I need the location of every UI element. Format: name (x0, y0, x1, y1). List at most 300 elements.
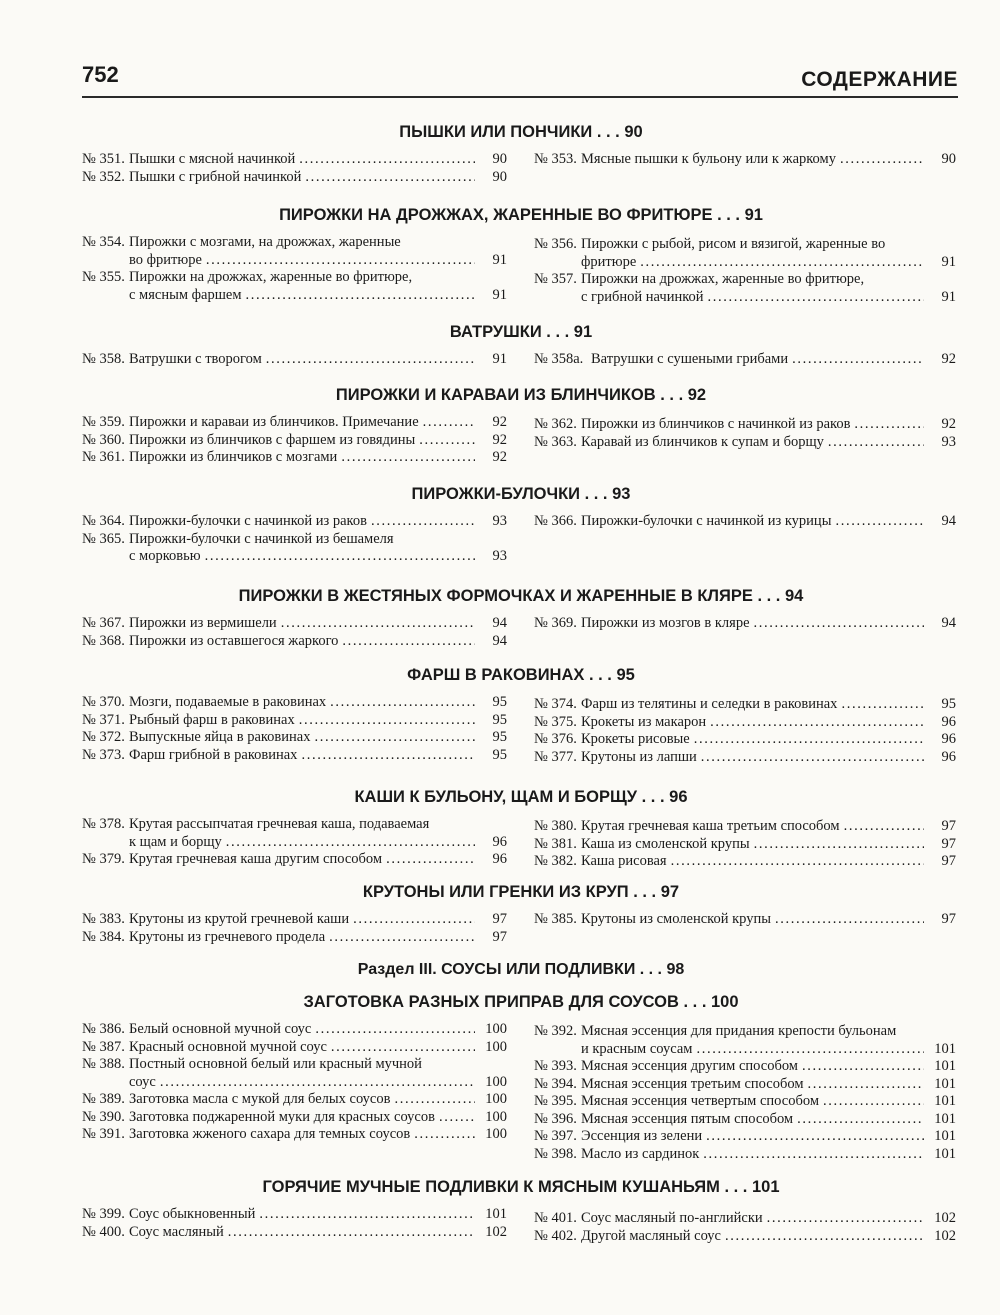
dot-leader (701, 749, 924, 767)
right-column (534, 696, 956, 766)
toc-entry (534, 749, 956, 767)
page-ref: 101 (934, 1075, 956, 1092)
toc-entry (82, 1021, 507, 1039)
recipe-title: Каша рисовая (581, 853, 667, 869)
recipe-number: № 381. (534, 835, 577, 852)
page-ref: 92 (492, 414, 507, 430)
toc-entry (82, 1224, 507, 1242)
recipe-title: Масло из сардинок (581, 1145, 700, 1162)
dot-leader (266, 351, 475, 369)
recipe-title-line: Пирожки с рыбой, рисом и вязигой, жаренные во (581, 236, 886, 252)
page-ref: 90 (941, 151, 956, 167)
recipe-title: Крокеты из макарон (581, 713, 707, 730)
right-column (534, 818, 956, 871)
recipe-number: № 380. (534, 818, 577, 834)
page-ref: 94 (492, 632, 507, 649)
right-column (534, 151, 956, 169)
recipe-number: № 385. (534, 911, 577, 927)
dot-leader (329, 929, 475, 947)
section-heading: КРУТОНЫ ИЛИ ГРЕНКИ ИЗ КРУП . . . 97 (362, 883, 680, 901)
recipe-number: № 379. (82, 851, 125, 867)
recipe-number: № 366. (534, 513, 577, 529)
dot-leader (840, 151, 924, 169)
dot-leader (342, 633, 475, 651)
dot-leader (160, 1074, 475, 1092)
page-ref: 97 (941, 818, 956, 834)
section-heading: ВАТРУШКИ . . . 91 (449, 323, 593, 341)
toc-entry (82, 929, 507, 947)
dot-leader (671, 853, 924, 871)
recipe-title-line: Крутая рассыпчатая гречневая каша, подаваемая (129, 816, 430, 832)
left-column (82, 234, 507, 304)
dot-leader (703, 1146, 924, 1164)
dot-leader (394, 1091, 475, 1109)
right-column (534, 1023, 956, 1163)
dot-leader (754, 615, 925, 633)
recipe-title: Выпускные яйца в раковинах (129, 729, 311, 745)
dot-leader (725, 1228, 924, 1246)
section-heading: ФАРШ В РАКОВИНАХ . . . 95 (407, 666, 635, 684)
page-header (82, 58, 958, 98)
dot-leader (331, 1039, 475, 1057)
section-heading: КАШИ К БУЛЬОНУ, ЩАМ И БОРЩУ . . . 96 (354, 788, 688, 806)
toc-entry (82, 269, 507, 304)
recipe-title-line: Мясная эссенция для придания крепости бульонам (581, 1023, 897, 1039)
dot-leader (708, 289, 924, 307)
recipe-title: Крокеты рисовые (581, 731, 690, 747)
toc-entry (534, 1111, 956, 1129)
recipe-number: № 377. (534, 748, 577, 765)
page-ref: 97 (941, 835, 956, 852)
toc-entry (534, 151, 956, 169)
toc-entry (82, 351, 507, 369)
recipe-number: № 376. (534, 731, 577, 747)
page-ref: 97 (492, 928, 507, 945)
recipe-title: Красный основной мучной соус (129, 1038, 327, 1055)
dot-leader (797, 1111, 924, 1129)
recipe-number: № 392. (534, 1023, 577, 1039)
page-ref: 92 (492, 449, 507, 465)
toc-entry (82, 1109, 507, 1127)
recipe-number: № 375. (534, 713, 577, 730)
toc-entry (82, 432, 507, 450)
recipe-title: Крутоны из крутой гречневой каши (129, 911, 350, 927)
dot-leader (299, 712, 475, 730)
dot-leader (823, 1093, 924, 1111)
dot-leader (694, 731, 924, 749)
right-column (534, 351, 956, 369)
page-ref: 100 (485, 1021, 507, 1037)
recipe-number: № 367. (82, 615, 125, 631)
page-ref: 91 (941, 253, 956, 270)
recipe-number: № 374. (534, 696, 577, 712)
dot-leader (206, 252, 475, 270)
toc-entry (82, 1091, 507, 1109)
dot-leader (835, 513, 924, 531)
recipe-number: № 364. (82, 513, 125, 529)
toc-entry (534, 731, 956, 749)
recipe-title: Белый основной мучной соус (129, 1021, 312, 1037)
dot-leader (281, 615, 475, 633)
page-ref: 100 (485, 1038, 507, 1055)
recipe-title: Заготовка масла с мукой для белых соусов (129, 1091, 391, 1107)
recipe-title: Соус обыкновенный (129, 1206, 256, 1222)
recipe-number: № 371. (82, 711, 125, 728)
dot-leader (841, 696, 924, 714)
recipe-number: № 351. (82, 151, 125, 167)
recipe-number: № 353. (534, 151, 577, 167)
toc-entry (82, 1206, 507, 1224)
page-ref: 101 (934, 1058, 956, 1074)
recipe-number: № 396. (534, 1110, 577, 1127)
page-ref: 97 (492, 911, 507, 927)
page-ref: 95 (492, 711, 507, 728)
recipe-title: и красным соусам (581, 1040, 693, 1057)
toc-entry (534, 853, 956, 871)
dot-leader (341, 449, 475, 467)
recipe-title: Ватрушки с творогом (129, 351, 262, 367)
page-ref: 93 (941, 433, 956, 450)
left-column (82, 694, 507, 764)
page-ref: 101 (934, 1145, 956, 1162)
section-heading: ПИРОЖКИ И КАРАВАИ ИЗ БЛИНЧИКОВ . . . 92 (335, 386, 707, 404)
dot-leader (205, 548, 475, 566)
right-column (534, 911, 956, 929)
dot-leader (330, 694, 475, 712)
page-ref: 93 (492, 548, 507, 564)
page-ref: 101 (934, 1040, 956, 1057)
recipe-number: № 369. (534, 615, 577, 631)
left-column (82, 816, 507, 869)
recipe-number: № 400. (82, 1223, 125, 1240)
recipe-title: Соус масляный по-английски (581, 1210, 763, 1226)
dot-leader (640, 254, 924, 272)
recipe-title: Мясная эссенция третьим способом (581, 1075, 804, 1092)
recipe-number: № 359. (82, 414, 125, 430)
recipe-title: Другой масляный соус (581, 1227, 721, 1244)
page-ref: 96 (941, 713, 956, 730)
recipe-number: № 387. (82, 1038, 125, 1055)
toc-entry (82, 729, 507, 747)
toc-entry (534, 1093, 956, 1111)
dot-leader (854, 416, 924, 434)
recipe-title: Каравай из блинчиков к супам и борщу (581, 433, 824, 450)
recipe-title: Пышки с грибной начинкой (129, 168, 302, 185)
toc-entry (82, 747, 507, 765)
recipe-number: № 390. (82, 1108, 125, 1125)
recipe-title-line: Пирожки-булочки с начинкой из бешамеля (129, 530, 394, 547)
toc-entry (82, 1126, 507, 1144)
recipe-number: № 391. (82, 1126, 125, 1142)
dot-leader (792, 351, 924, 369)
page-ref: 100 (485, 1091, 507, 1107)
recipe-number: № 358а. (534, 351, 584, 367)
page-ref: 94 (492, 615, 507, 631)
dot-leader (386, 851, 475, 869)
toc-entry (82, 911, 507, 929)
toc-entry (82, 633, 507, 651)
recipe-title: Каша из смоленской крупы (581, 835, 750, 852)
toc-entry (82, 1039, 507, 1057)
page-ref: 101 (485, 1206, 507, 1222)
recipe-title: Крутая гречневая каша третьим способом (581, 818, 840, 834)
dot-leader (414, 1126, 475, 1144)
recipe-number: № 362. (534, 416, 577, 432)
left-column (82, 911, 507, 946)
toc-entry (534, 696, 956, 714)
toc-entry (82, 615, 507, 633)
right-column (534, 1210, 956, 1245)
recipe-number: № 402. (534, 1227, 577, 1244)
page-ref: 95 (492, 694, 507, 710)
dot-leader (228, 1224, 475, 1242)
left-column (82, 151, 507, 186)
recipe-number: № 361. (82, 449, 125, 465)
recipe-title-line: Пирожки с мозгами, на дрожжах, жаренные (129, 234, 401, 250)
page-ref: 91 (492, 251, 507, 268)
page-ref: 100 (485, 1073, 507, 1090)
recipe-number: № 401. (534, 1210, 577, 1226)
recipe-number: № 398. (534, 1145, 577, 1162)
left-column (82, 414, 507, 467)
toc-entry (82, 414, 507, 432)
recipe-number: № 373. (82, 746, 125, 763)
page-ref: 102 (934, 1210, 956, 1226)
recipe-number: № 384. (82, 928, 125, 945)
right-column (534, 416, 956, 451)
recipe-number: № 394. (534, 1075, 577, 1092)
recipe-title: Заготовка жженого сахара для темных соусов (129, 1126, 411, 1142)
recipe-title: Рыбный фарш в раковинах (129, 711, 295, 728)
page-ref: 96 (492, 833, 507, 850)
dot-leader (802, 1058, 924, 1076)
dot-leader (828, 434, 924, 452)
dot-leader (353, 911, 475, 929)
toc-entry (534, 1210, 956, 1228)
page-ref: 95 (492, 729, 507, 745)
recipe-number: № 393. (534, 1058, 577, 1074)
dot-leader (439, 1109, 475, 1127)
dot-leader (315, 1021, 475, 1039)
recipe-title: с морковью (129, 548, 201, 564)
page-ref: 92 (941, 416, 956, 432)
recipe-title: во фритюре (129, 251, 202, 268)
dot-leader (246, 287, 475, 305)
toc-entry (534, 271, 956, 306)
right-column (534, 513, 956, 531)
recipe-number: № 382. (534, 853, 577, 869)
recipe-title: Мясная эссенция пятым способом (581, 1110, 794, 1127)
toc-entry (534, 1128, 956, 1146)
recipe-title: Крутоны из смоленской крупы (581, 911, 771, 927)
page-ref: 93 (492, 513, 507, 529)
right-column (534, 236, 956, 306)
toc-entry (534, 351, 956, 369)
recipe-title: Мясные пышки к бульону или к жаркому (581, 151, 836, 167)
toc-entry (534, 236, 956, 271)
page-ref: 96 (941, 731, 956, 747)
recipe-number: № 360. (82, 431, 125, 448)
section-heading: ГОРЯЧИЕ МУЧНЫЕ ПОДЛИВКИ К МЯСНЫМ КУШАНЬЯМ . . . 101 (262, 1178, 780, 1196)
recipe-title: Мясная эссенция другим способом (581, 1058, 798, 1074)
dot-leader (419, 432, 475, 450)
toc-entry (82, 151, 507, 169)
page-ref: 102 (485, 1223, 507, 1240)
dot-leader (710, 714, 924, 732)
page-ref: 91 (941, 288, 956, 305)
recipe-title: Пирожки-булочки с начинкой из раков (129, 513, 367, 529)
toc-entry (82, 712, 507, 730)
recipe-number: № 372. (82, 729, 125, 745)
section-heading: ПИРОЖКИ-БУЛОЧКИ . . . 93 (411, 485, 631, 503)
page-ref: 96 (941, 748, 956, 765)
recipe-number: № 383. (82, 911, 125, 927)
recipe-title: Пирожки-булочки с начинкой из курицы (581, 513, 832, 529)
recipe-title: соус (129, 1073, 156, 1090)
toc-entry (534, 1058, 956, 1076)
recipe-number: № 354. (82, 234, 125, 250)
page-ref: 91 (492, 351, 507, 367)
left-column (82, 615, 507, 650)
toc-entry (82, 169, 507, 187)
left-column (82, 1206, 507, 1241)
page-ref: 91 (492, 286, 507, 303)
dot-leader (754, 836, 924, 854)
section-heading: ПИРОЖКИ В ЖЕСТЯНЫХ ФОРМОЧКАХ И ЖАРЕННЫЕ В КЛЯРЕ . . . 94 (238, 587, 804, 605)
page-ref: 96 (492, 851, 507, 867)
section-heading: ПИРОЖКИ НА ДРОЖЖАХ, ЖАРЕННЫЕ ВО ФРИТЮРЕ . . . 91 (279, 206, 763, 224)
recipe-title: Фарш из телятины и селедки в раковинах (581, 696, 838, 712)
recipe-title: к щам и борщу (129, 833, 222, 850)
recipe-title: Фарш грибной в раковинах (129, 746, 298, 763)
recipe-title-line: Пирожки на дрожжах, жаренные во фритюре, (129, 269, 413, 285)
recipe-title: с грибной начинкой (581, 288, 704, 305)
page-ref: 100 (485, 1126, 507, 1142)
recipe-title: Крутоны из лапши (581, 748, 697, 765)
toc-entry (534, 911, 956, 929)
recipe-title: Крутоны из гречневого продела (129, 928, 326, 945)
toc-entry (82, 816, 507, 851)
toc-entry (82, 513, 507, 531)
recipe-number: № 368. (82, 632, 125, 649)
dot-leader (844, 818, 924, 836)
recipe-number: № 399. (82, 1206, 125, 1222)
toc-entry (82, 449, 507, 467)
toc-entry (534, 434, 956, 452)
recipe-title: Ватрушки с сушеными грибами (591, 351, 789, 367)
recipe-title: Заготовка поджаренной муки для красных соусов (129, 1108, 435, 1125)
recipe-number: № 357. (534, 271, 577, 287)
page-number: 752 (82, 62, 119, 87)
recipe-title: Пирожки из оставшегося жаркого (129, 632, 339, 649)
page-ref: 102 (934, 1227, 956, 1244)
left-column (82, 513, 507, 566)
dot-leader (314, 729, 475, 747)
toc-entry (534, 1076, 956, 1094)
toc-entry (534, 1023, 956, 1058)
dot-leader (371, 513, 475, 531)
recipe-number: № 370. (82, 694, 125, 710)
recipe-title: с мясным фаршем (129, 286, 242, 303)
page-ref: 90 (492, 151, 507, 167)
dot-leader (259, 1206, 475, 1224)
dot-leader (775, 911, 924, 929)
part-heading: Раздел III. СОУСЫ ИЛИ ПОДЛИВКИ . . . 98 (357, 961, 685, 978)
dot-leader (423, 414, 475, 432)
toc-entry (534, 714, 956, 732)
recipe-number: № 386. (82, 1021, 125, 1037)
page-ref: 95 (492, 746, 507, 763)
recipe-title: Пирожки из блинчиков с мозгами (129, 449, 338, 465)
toc-entry (534, 416, 956, 434)
toc-entry (534, 513, 956, 531)
dot-leader (299, 151, 475, 169)
toc-entry (534, 836, 956, 854)
page-ref: 90 (492, 168, 507, 185)
toc-entry (534, 1228, 956, 1246)
section-heading: ПЫШКИ ИЛИ ПОНЧИКИ . . . 90 (399, 123, 643, 141)
recipe-title-line: Постный основной белый или красный мучной (129, 1056, 422, 1072)
page-ref: 92 (941, 351, 956, 367)
page-ref: 101 (934, 1110, 956, 1127)
toc-entry (82, 694, 507, 712)
recipe-number: № 356. (534, 236, 577, 252)
section-heading: ЗАГОТОВКА РАЗНЫХ ПРИПРАВ ДЛЯ СОУСОВ . . . 100 (303, 993, 739, 1011)
recipe-title-line: Пирожки на дрожжах, жаренные во фритюре, (581, 271, 865, 287)
toc-entry (82, 234, 507, 269)
recipe-number: № 395. (534, 1093, 577, 1109)
page-ref: 97 (941, 853, 956, 869)
page-ref: 97 (941, 911, 956, 927)
recipe-title: Соус масляный (129, 1223, 224, 1240)
recipe-title: Пирожки из блинчиков с фаршем из говядины (129, 431, 416, 448)
page-ref: 95 (941, 696, 956, 712)
toc-entry (82, 851, 507, 869)
toc-entry (534, 1146, 956, 1164)
recipe-number: № 378. (82, 816, 125, 832)
recipe-title: Пышки с мясной начинкой (129, 151, 296, 167)
recipe-title: фритюре (581, 253, 637, 270)
running-head: СОДЕРЖАНИЕ (801, 68, 958, 91)
recipe-number: № 389. (82, 1091, 125, 1107)
recipe-title: Эссенция из зелени (581, 1128, 703, 1144)
dot-leader (808, 1076, 925, 1094)
dot-leader (305, 169, 475, 187)
recipe-title: Мясная эссенция четвертым способом (581, 1093, 819, 1109)
recipe-title: Пирожки из блинчиков с начинкой из раков (581, 416, 851, 432)
dot-leader (706, 1128, 924, 1146)
dot-leader (696, 1041, 924, 1059)
recipe-title: Крутая гречневая каша другим способом (129, 851, 383, 867)
recipe-number: № 358. (82, 351, 125, 367)
page-ref: 94 (941, 615, 956, 631)
page-ref: 100 (485, 1108, 507, 1125)
toc-entry (82, 531, 507, 566)
recipe-title: Пирожки из вермишели (129, 615, 277, 631)
recipe-number: № 363. (534, 433, 577, 450)
recipe-number: № 355. (82, 269, 125, 285)
left-column (82, 351, 507, 369)
dot-leader (767, 1210, 924, 1228)
recipe-title: Пирожки из мозгов в кляре (581, 615, 750, 631)
recipe-title: Пирожки и караваи из блинчиков. Примечание (129, 414, 419, 430)
page-ref: 101 (934, 1128, 956, 1144)
recipe-title: Мозги, подаваемые в раковинах (129, 694, 327, 710)
dot-leader (301, 747, 475, 765)
toc-entry (534, 615, 956, 633)
page-ref: 92 (492, 431, 507, 448)
recipe-number: № 397. (534, 1128, 577, 1144)
